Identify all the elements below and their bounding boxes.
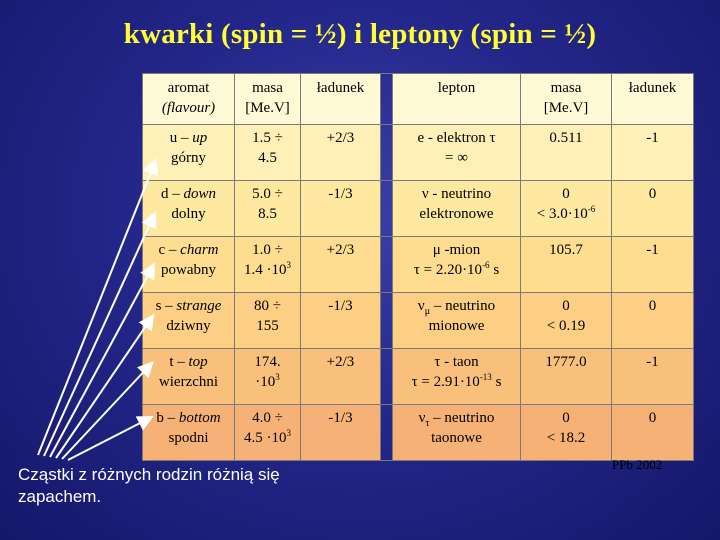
quark-mass-cell: 1.5 ÷ 4.5 — [235, 125, 301, 181]
lepton-mass-cell: 0.511 — [521, 125, 612, 181]
header-ladunek-lepton: ładunek — [612, 74, 694, 125]
lepton-mass-cell: 1777.0 — [521, 349, 612, 405]
header-aromat: aromat (flavour) — [143, 74, 235, 125]
lepton-name-cell: τ - taon $\tau = 2.91\cdot 10^{-13}$ s — [393, 349, 521, 405]
quark-mass-cell: 5.0 ÷ 8.5 — [235, 181, 301, 237]
lepton-charge-cell: -1 — [612, 237, 694, 293]
header-masa-lepton: masa [Me.V] — [521, 74, 612, 125]
header-ladunek: ładunek — [301, 74, 381, 125]
lepton-charge-cell: -1 — [612, 349, 694, 405]
quark-mass-cell: 1.0 ÷ $1.4 \cdot 10^3$ — [235, 237, 301, 293]
quark-flavour-cell: b – bottom spodni — [143, 405, 235, 461]
quark-charge-cell: +2/3 — [301, 349, 381, 405]
lepton-name-cell: $\nu_\tau$ – neutrino taonowe — [393, 405, 521, 461]
lepton-name-cell: μ -mion $\tau = 2.20\cdot 10^{-6}$ s — [393, 237, 521, 293]
lepton-charge-cell: -1 — [612, 125, 694, 181]
lepton-mass-cell: 0 < $3.0\cdot 10^{-6}$ — [521, 181, 612, 237]
quark-flavour-cell: u – up górny — [143, 125, 235, 181]
arrow-line — [56, 317, 152, 458]
lepton-charge-cell: 0 — [612, 405, 694, 461]
quark-flavour-cell: s – strange dziwny — [143, 293, 235, 349]
quark-charge-cell: +2/3 — [301, 125, 381, 181]
quark-flavour-cell: t – top wierzchni — [143, 349, 235, 405]
quark-charge-cell: -1/3 — [301, 293, 381, 349]
slide-title: kwarki (spin = ½) i leptony (spin = ½) — [123, 18, 597, 50]
lepton-name-cell: e - elektron τ = ∞ — [393, 125, 521, 181]
header-masa: masa [Me.V] — [235, 74, 301, 125]
quark-mass-cell: 174. $\cdot 10^3$ — [235, 349, 301, 405]
quark-flavour-cell: c – charm powabny — [143, 237, 235, 293]
footnote-text: Cząstki z różnych rodzin różnią się zapachem. — [18, 465, 280, 506]
lepton-mass-cell: 0 < 18.2 — [521, 405, 612, 461]
arrow-line — [38, 162, 155, 455]
lepton-name-cell: $\nu_\mu$ – neutrino mionowe — [393, 293, 521, 349]
lepton-mass-cell: 0 < 0.19 — [521, 293, 612, 349]
quark-flavour-cell: d – down dolny — [143, 181, 235, 237]
quark-mass-cell: 80 ÷ 155 — [235, 293, 301, 349]
lepton-charge-cell: 0 — [612, 181, 694, 237]
credit-text: PPb 2002 — [612, 457, 663, 472]
quark-charge-cell: -1/3 — [301, 405, 381, 461]
header-lepton: lepton — [393, 74, 521, 125]
lepton-mass-cell: 105.7 — [521, 237, 612, 293]
lepton-name-cell: ν - neutrino elektronowe — [393, 181, 521, 237]
quark-mass-cell: 4.0 ÷ $4.5 \cdot 10^3$ — [235, 405, 301, 461]
quark-charge-cell: +2/3 — [301, 237, 381, 293]
lepton-charge-cell: 0 — [612, 293, 694, 349]
quark-charge-cell: -1/3 — [301, 181, 381, 237]
